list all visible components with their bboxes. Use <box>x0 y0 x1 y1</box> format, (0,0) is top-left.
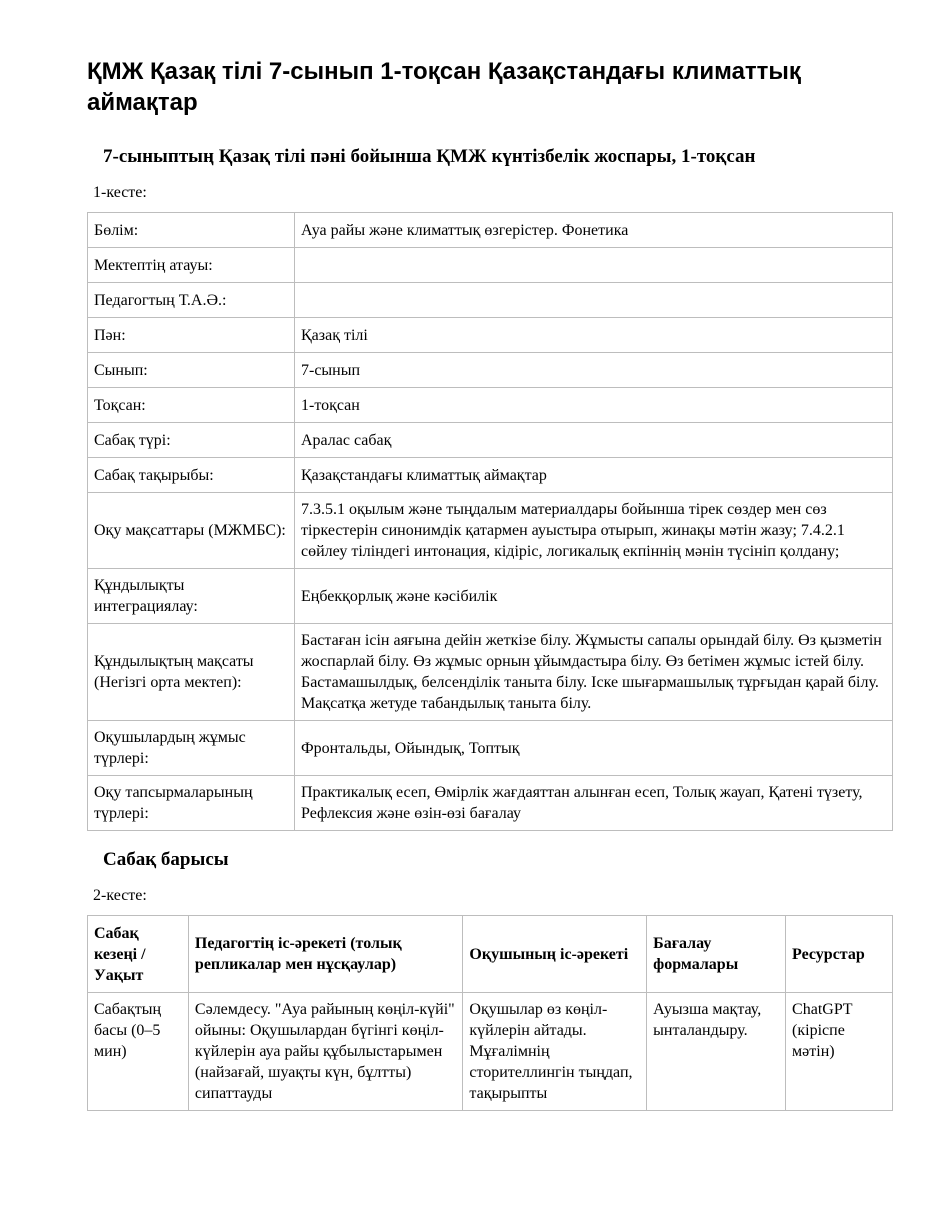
lesson-progress-heading: Сабақ барысы <box>103 849 229 870</box>
column-header: Ресурстар <box>786 916 893 993</box>
table-cell: Ауызша мақтау, ынталандыру. <box>647 993 786 1111</box>
field-label: Құндылықтың мақсаты (Негізгі орта мектеп): <box>88 624 295 721</box>
field-value: 1-тоқсан <box>295 388 893 423</box>
field-label: Оқу тапсырмаларының түрлері: <box>88 776 295 831</box>
field-label: Тоқсан: <box>88 388 295 423</box>
column-header: Оқушының іс-әрекеті <box>463 916 647 993</box>
table-row <box>88 624 893 721</box>
field-label: Педагогтың Т.А.Ә.: <box>88 283 295 318</box>
table-row <box>88 213 893 248</box>
table-cell: Сабақтың басы (0–5 мин) <box>88 993 189 1111</box>
field-label: Оқу мақсаттары (МЖМБС): <box>88 493 295 569</box>
plan-subtitle: 7-сыныптың Қазақ тілі пәні бойынша ҚМЖ күнтізбелік жоспары, 1-тоқсан <box>103 146 756 167</box>
field-value: Бастаған ісін аяғына дейін жеткізе білу. Жұмысты сапалы орындай білу. Өз қызметін жоспарлай білу. Өз жұмыс орнын ұйымдастыра білу. Өз бетімен жұмыс істей білу. Бастамашылдық, белсенділік таныта білу. Іске шығармашылық тұрғыдан қарай білу. Мақсатқа жетуде табандылық таныта білу. <box>295 624 893 721</box>
document-page <box>87 56 893 1111</box>
column-header: Бағалау формалары <box>647 916 786 993</box>
table-row <box>88 248 893 283</box>
field-label: Сабақ тақырыбы: <box>88 458 295 493</box>
field-label: Оқушылардың жұмыс түрлері: <box>88 721 295 776</box>
table-row <box>88 388 893 423</box>
table-row <box>88 721 893 776</box>
table-row <box>88 493 893 569</box>
lesson-info-table <box>87 212 893 831</box>
field-value <box>295 283 893 318</box>
field-label: Құндылықты интеграциялау: <box>88 569 295 624</box>
field-value: Аралас сабақ <box>295 423 893 458</box>
field-value: 7.3.5.1 оқылым және тыңдалым материалдары бойынша тірек сөздер мен сөз тіркестерін синонимдік қатармен ауыстыра отырып, жинақы мәтін жазу; 7.4.2.1 сөйлеу тіліндегі интонация, кідіріс, логикалық екпіннің мәнін түсініп қолдану; <box>295 493 893 569</box>
field-label: Сабақ түрі: <box>88 423 295 458</box>
table-row <box>88 458 893 493</box>
field-label: Сынып: <box>88 353 295 388</box>
field-label: Пән: <box>88 318 295 353</box>
table-row <box>88 283 893 318</box>
lesson-progress-table <box>87 915 893 1111</box>
field-value: Практикалық есеп, Өмірлік жағдаяттан алынған есеп, Толық жауап, Қатені түзету, Рефлексия және өзін-өзі бағалау <box>295 776 893 831</box>
field-label: Бөлім: <box>88 213 295 248</box>
document-title: ҚМЖ Қазақ тілі 7-сынып 1-тоқсан Қазақстандағы климаттық аймақтар <box>87 58 801 116</box>
table-cell: Оқушылар өз көңіл-күйлерін айтады. Мұғалімнің сторителлингін тыңдап, тақырыпты <box>463 993 647 1111</box>
field-value: 7-сынып <box>295 353 893 388</box>
field-value <box>295 248 893 283</box>
table-row <box>88 569 893 624</box>
table-cell: Сәлемдесу. "Ауа райының көңіл-күйі" ойыны: Оқушылардан бүгінгі көңіл-күйлерін ауа райы құбылыстарымен (найзағай, шуақты күн, бұлтты) сипаттауды <box>188 993 462 1111</box>
table-cell: ChatGPT (кіріспе мәтін) <box>786 993 893 1111</box>
table-row <box>88 993 893 1111</box>
table1-caption: 1-кесте: <box>93 184 147 201</box>
table-row <box>88 318 893 353</box>
field-value: Ауа райы және климаттық өзгерістер. Фонетика <box>295 213 893 248</box>
field-label: Мектептің атауы: <box>88 248 295 283</box>
field-value: Қазақ тілі <box>295 318 893 353</box>
column-header: Педагогтің іс-әрекеті (толық репликалар мен нұсқаулар) <box>188 916 462 993</box>
table-row <box>88 776 893 831</box>
field-value: Фронтальды, Ойындық, Топтық <box>295 721 893 776</box>
table-row <box>88 423 893 458</box>
column-header: Сабақ кезеңі / Уақыт <box>88 916 189 993</box>
field-value: Еңбекқорлық және кәсібилік <box>295 569 893 624</box>
field-value: Қазақстандағы климаттық аймақтар <box>295 458 893 493</box>
table-row <box>88 353 893 388</box>
table2-caption: 2-кесте: <box>93 887 147 904</box>
